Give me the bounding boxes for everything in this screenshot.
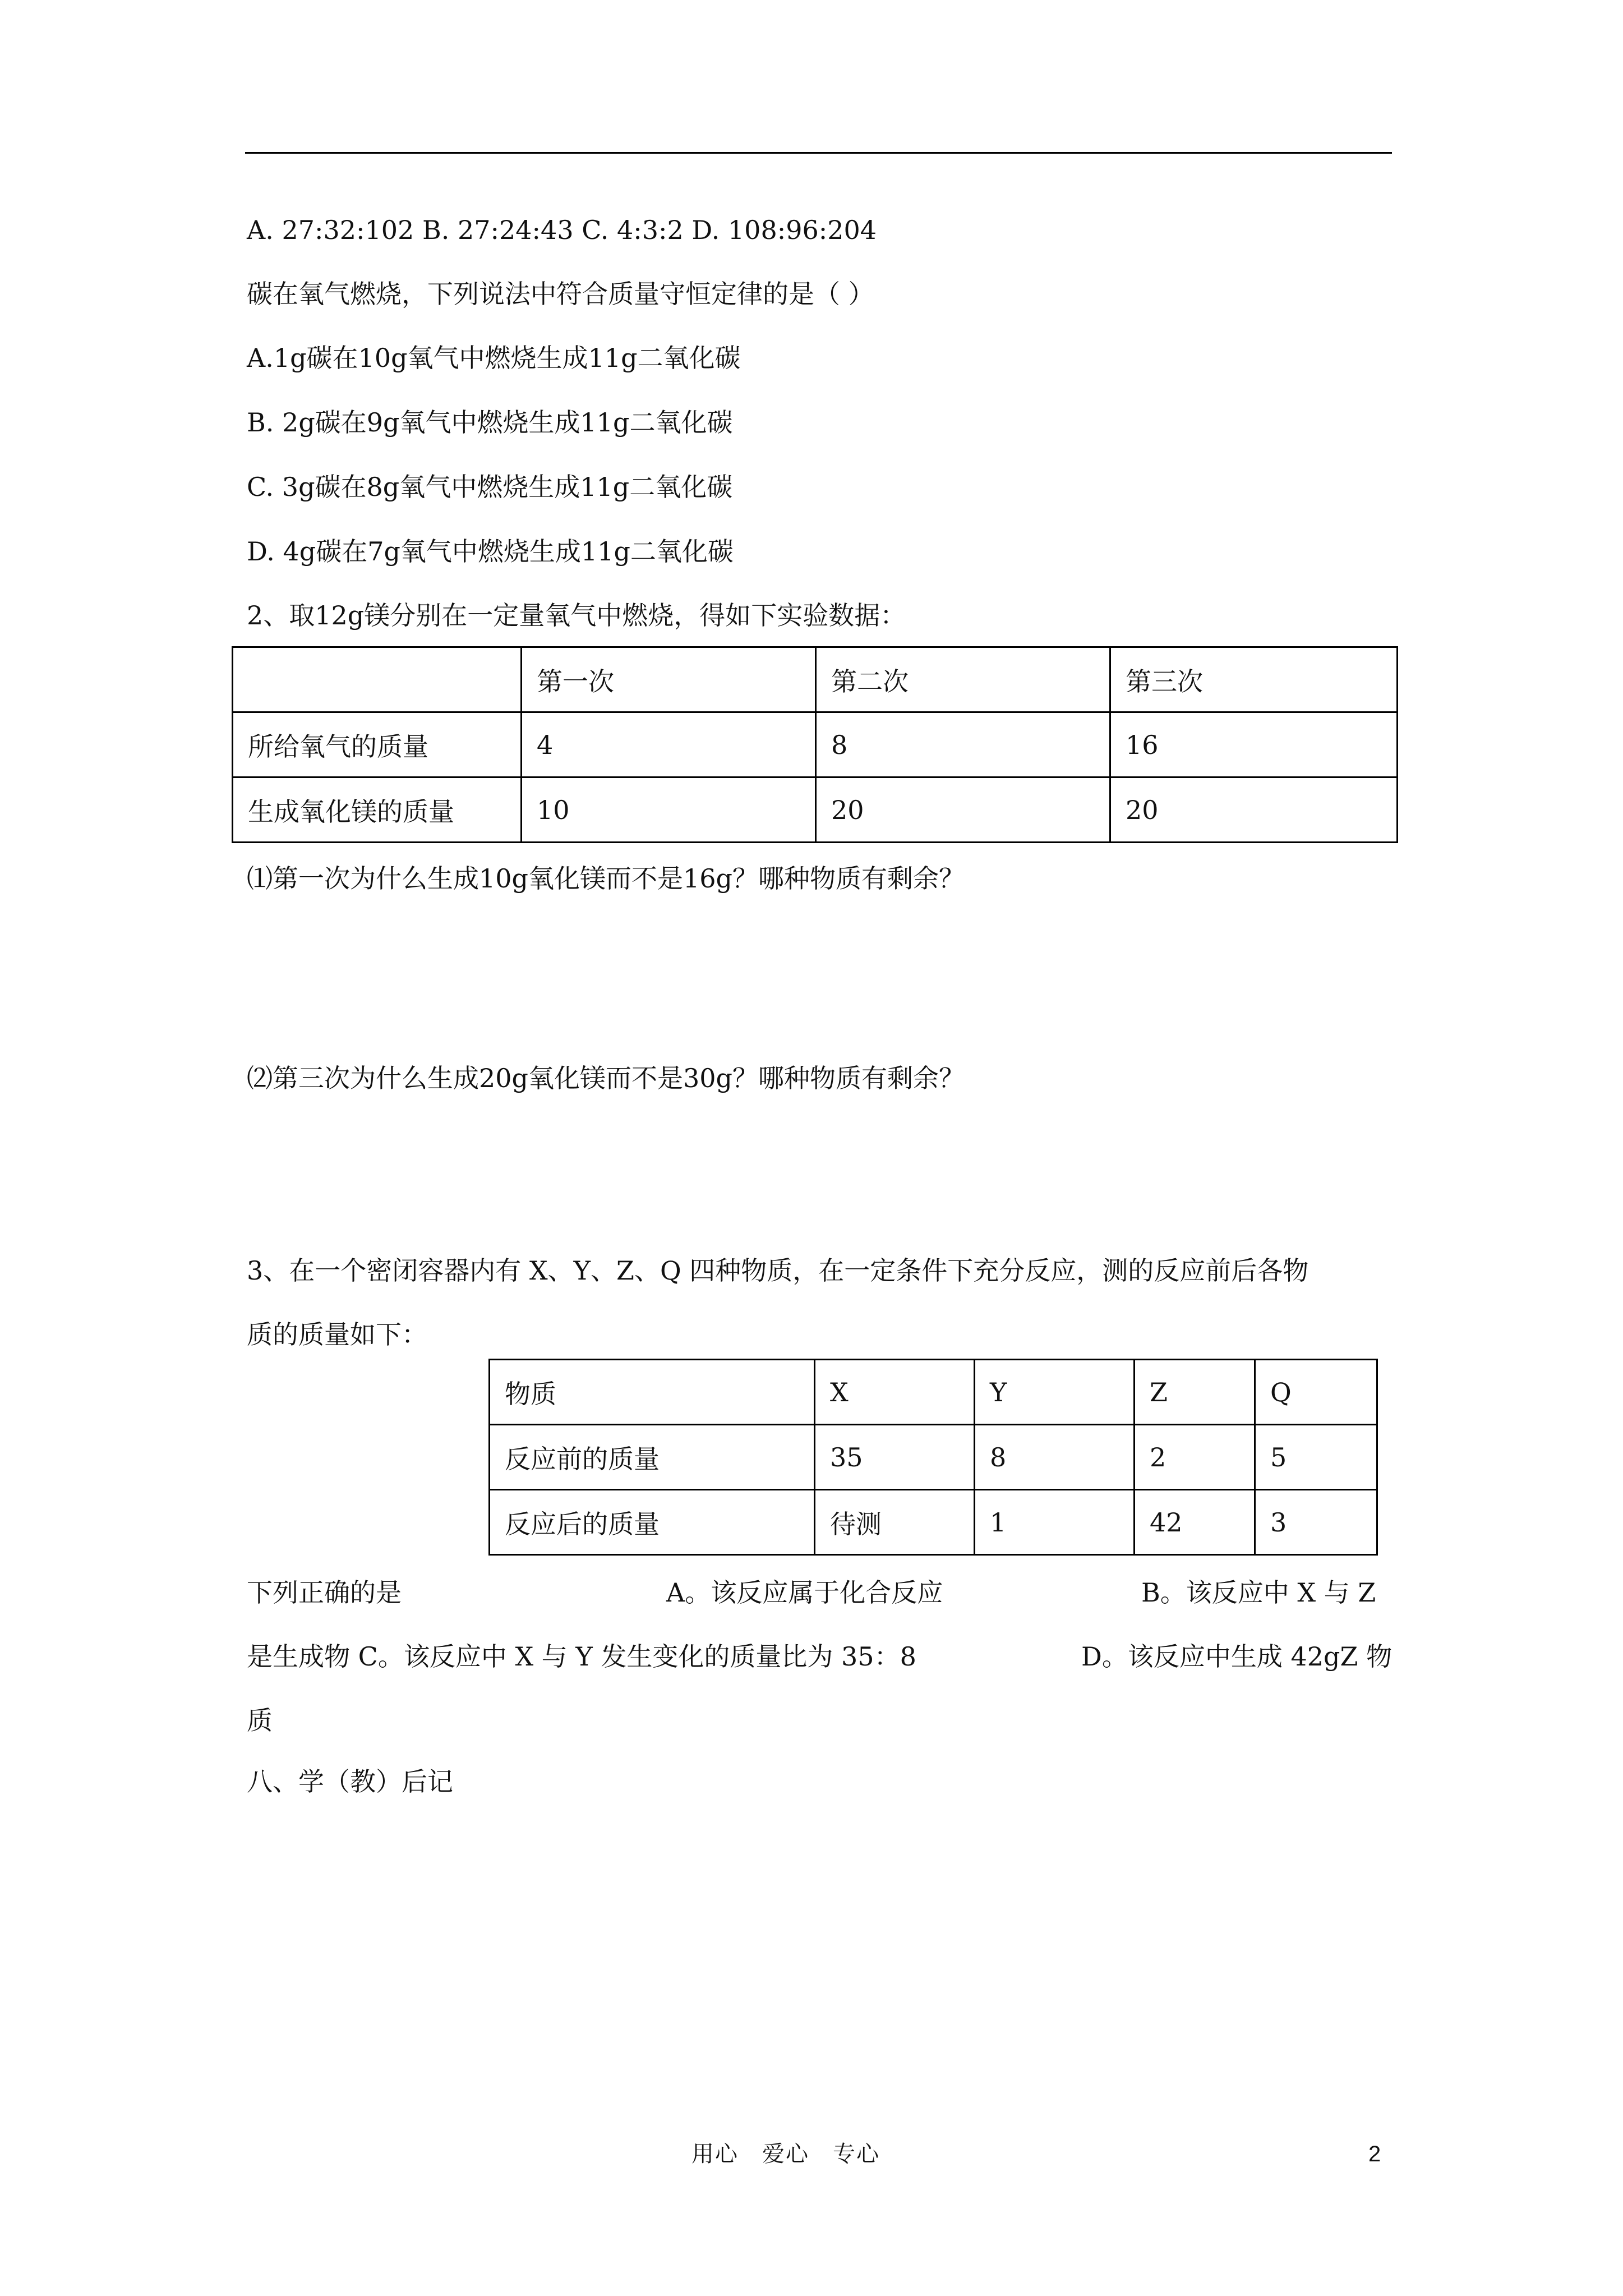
table-row: [233, 777, 1398, 843]
section-8-heading: 八、学（教）后记: [247, 1766, 453, 1797]
header-rule: [245, 152, 1392, 154]
magnesium-data-table: [232, 646, 1398, 843]
table-row: [490, 1490, 1377, 1555]
q3-option-c: 是生成物 C。该反应中 X 与 Y 发生变化的质量比为 35：8: [247, 1641, 916, 1672]
table-cell: Z: [1135, 1360, 1255, 1425]
carbon-option-c: C. 3g碳在8g氧气中燃烧生成11g二氧化碳: [247, 472, 733, 502]
q3-stem-line-1: 3、在一个密闭容器内有 X、Y、Z、Q 四种物质，在一定条件下充分反应，测的反应前后各物: [247, 1255, 1309, 1286]
q3-option-d-continued: 质: [247, 1705, 273, 1736]
q2-stem: 2、取12g镁分别在一定量氧气中燃烧，得如下实验数据：: [247, 600, 906, 631]
carbon-option-a: A.1g碳在10g氧气中燃烧生成11g二氧化碳: [247, 343, 741, 373]
table-header-row: [233, 647, 1398, 712]
table-cell: 物质: [490, 1360, 815, 1425]
q3-option-b: B。该反应中 X 与 Z: [1141, 1577, 1376, 1608]
table-cell: 8: [975, 1425, 1135, 1490]
table-cell: 35: [815, 1425, 975, 1490]
table-cell: 8: [816, 712, 1110, 777]
table-cell: X: [815, 1360, 975, 1425]
table-cell: 待测: [815, 1490, 975, 1555]
table-cell: 10: [522, 777, 816, 843]
table-cell: 所给氧气的质量: [233, 712, 522, 777]
table-cell: 20: [1110, 777, 1398, 843]
q2-subquestion-2: ⑵第三次为什么生成20g氧化镁而不是30g？哪种物质有剩余？: [247, 1063, 965, 1093]
page-number: 2: [1368, 2142, 1381, 2166]
table-cell: 3: [1255, 1490, 1377, 1555]
table-cell: 20: [816, 777, 1110, 843]
carbon-option-b: B. 2g碳在9g氧气中燃烧生成11g二氧化碳: [247, 407, 733, 438]
carbon-question-stem: 碳在氧气燃烧，下列说法中符合质量守恒定律的是（ ）: [247, 279, 874, 309]
table-row: [490, 1425, 1377, 1490]
q3-option-a: A。该反应属于化合反应: [666, 1577, 943, 1608]
table-cell: 4: [522, 712, 816, 777]
table-header-row: [490, 1360, 1377, 1425]
table-cell: 16: [1110, 712, 1398, 777]
table-cell: 生成氧化镁的质量: [233, 777, 522, 843]
substance-mass-table: [488, 1359, 1378, 1556]
table-cell: 42: [1135, 1490, 1255, 1555]
table-cell: [233, 647, 522, 712]
table-cell: Q: [1255, 1360, 1377, 1425]
q3-answer-lead: 下列正确的是: [247, 1577, 402, 1608]
table-cell: 第三次: [1110, 647, 1398, 712]
q3-option-d: D。该反应中生成 42gZ 物: [1081, 1641, 1393, 1672]
carbon-option-d: D. 4g碳在7g氧气中燃烧生成11g二氧化碳: [247, 536, 734, 567]
table-row: [233, 712, 1398, 777]
page-footer: 用心 爱心 专心: [691, 2141, 880, 2167]
table-cell: 反应前的质量: [490, 1425, 815, 1490]
q3-stem-line-2: 质的质量如下：: [247, 1319, 427, 1350]
table-cell: 反应后的质量: [490, 1490, 815, 1555]
table-cell: 2: [1135, 1425, 1255, 1490]
table-cell: 1: [975, 1490, 1135, 1555]
table-cell: Y: [975, 1360, 1135, 1425]
table-cell: 第一次: [522, 647, 816, 712]
q2-subquestion-1: ⑴第一次为什么生成10g氧化镁而不是16g？哪种物质有剩余？: [247, 863, 965, 894]
table-cell: 第二次: [816, 647, 1110, 712]
table-cell: 5: [1255, 1425, 1377, 1490]
q1-options: A. 27:32:102 B. 27:24:43 C. 4:3:2 D. 108:96:204: [247, 215, 877, 245]
